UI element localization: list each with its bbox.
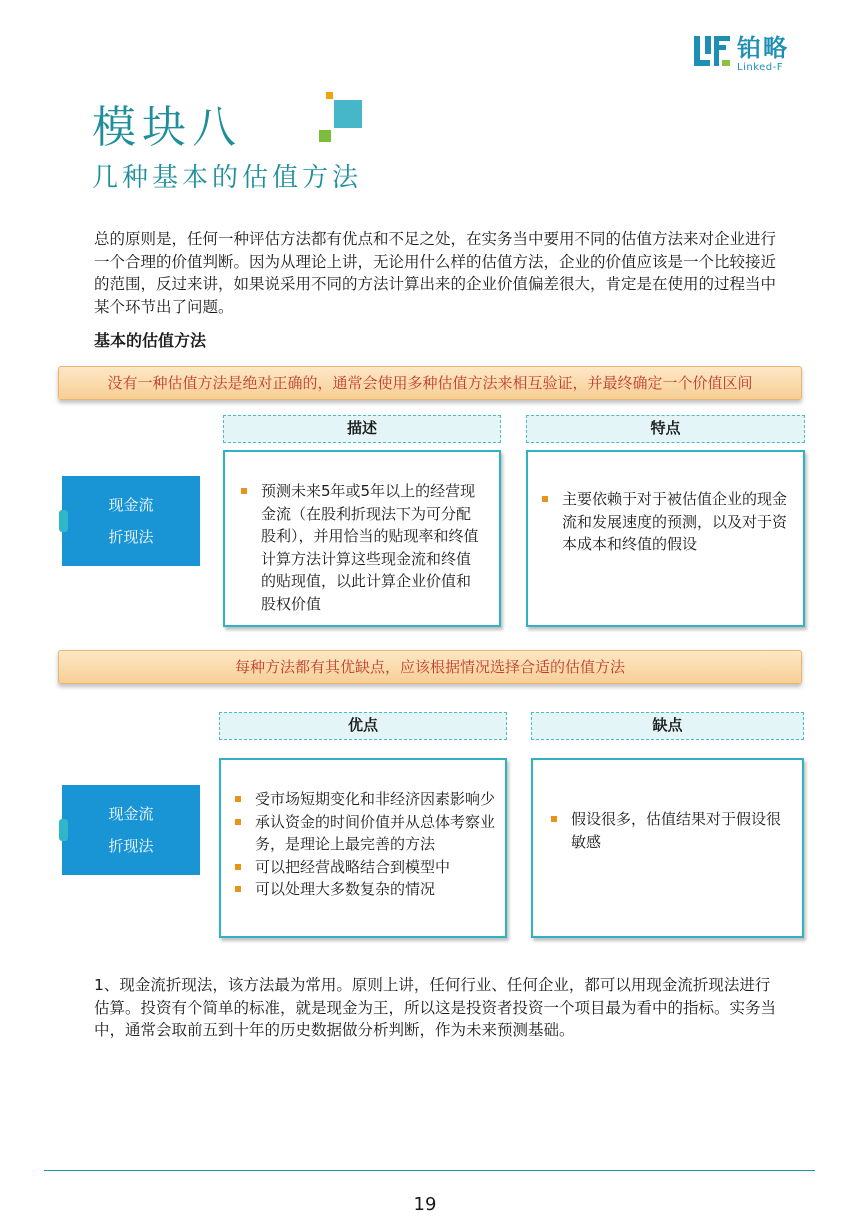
- company-logo: [693, 34, 808, 74]
- list-item: 承认资金的时间价值并从总体考察业务，是理论上最完善的方法: [231, 811, 495, 856]
- list-item: 可以处理大多数复杂的情况: [231, 878, 495, 901]
- panel-pros: [219, 758, 507, 938]
- banner-one: 没有一种估值方法是绝对正确的，通常会使用多种估值方法来相互验证，并最终确定一个价值区间: [58, 366, 802, 400]
- module-title: 模块八: [92, 102, 242, 153]
- side-label-dcf: [62, 476, 200, 566]
- decor-square-teal: [334, 100, 362, 128]
- side-label-line1: 现金流: [108, 496, 154, 514]
- page-number: 19: [413, 1194, 437, 1215]
- col-header-features: 特点: [526, 415, 805, 443]
- side-tab: [59, 510, 68, 532]
- decor-square-orange: [326, 92, 333, 99]
- list-item: 假设很多，估值结果对于假设很敏感: [547, 808, 788, 853]
- section-heading: 基本的估值方法: [94, 331, 207, 350]
- list-item: 可以把经营战略结合到模型中: [231, 856, 495, 879]
- linked-f-logo-icon: [693, 34, 731, 72]
- side-label-dcf-2: [62, 785, 200, 875]
- module-subtitle: 几种基本的估值方法: [92, 163, 363, 193]
- logo-text-cn: 铂略: [737, 34, 789, 62]
- side-label-line2: 折现法: [108, 837, 154, 855]
- panel-features: [526, 450, 805, 627]
- col-header-pros: 优点: [219, 712, 507, 740]
- banner-two: 每种方法都有其优缺点，应该根据情况选择合适的估值方法: [58, 650, 802, 684]
- closing-paragraph: 1、现金流折现法，该方法最为常用。原则上讲，任何行业、任何企业，都可以用现金流折现法进行估算。投资有个简单的标准，就是现金为王，所以这是投资者投资一个项目最为看中的指标。实务当中，通常会取前五到十年的历史数据做分析判断，作为未来预测基础。: [94, 976, 777, 1039]
- side-tab: [59, 819, 68, 841]
- col-header-cons: 缺点: [531, 712, 804, 740]
- panel-cons: [531, 758, 804, 938]
- panel-description: [223, 450, 501, 627]
- list-item: 受市场短期变化和非经济因素影响少: [231, 788, 495, 811]
- col-header-description: 描述: [223, 415, 501, 443]
- footer-divider: [44, 1170, 815, 1171]
- side-label-line1: 现金流: [108, 805, 154, 823]
- list-item: 预测未来5年或5年以上的经营现金流（在股利折现法下为可分配股利），并用恰当的贴现率和终值计算方法计算这些现金流和终值的贴现值，以此计算企业价值和股权价值: [237, 480, 481, 615]
- decor-square-green: [319, 130, 331, 142]
- cons-list: [547, 808, 788, 853]
- features-list: [538, 488, 793, 556]
- description-list: [237, 480, 481, 615]
- logo-text-en: Linked-F: [737, 62, 783, 73]
- pros-list: [231, 788, 495, 901]
- side-label-line2: 折现法: [108, 528, 154, 546]
- intro-paragraph: 总的原则是，任何一种评估方法都有优点和不足之处，在实务当中要用不同的估值方法来对企业进行一个合理的价值判断。因为从理论上讲，无论用什么样的估值方法，企业的价值应该是一个比较接近的范围，反过来讲，如果说采用不同的方法计算出来的企业价值偏差很大，肯定是在使用的过程当中某个环节出了问题。: [94, 230, 777, 316]
- list-item: 主要依赖于对于被估值企业的现金流和发展速度的预测，以及对于资本成本和终值的假设: [538, 488, 793, 556]
